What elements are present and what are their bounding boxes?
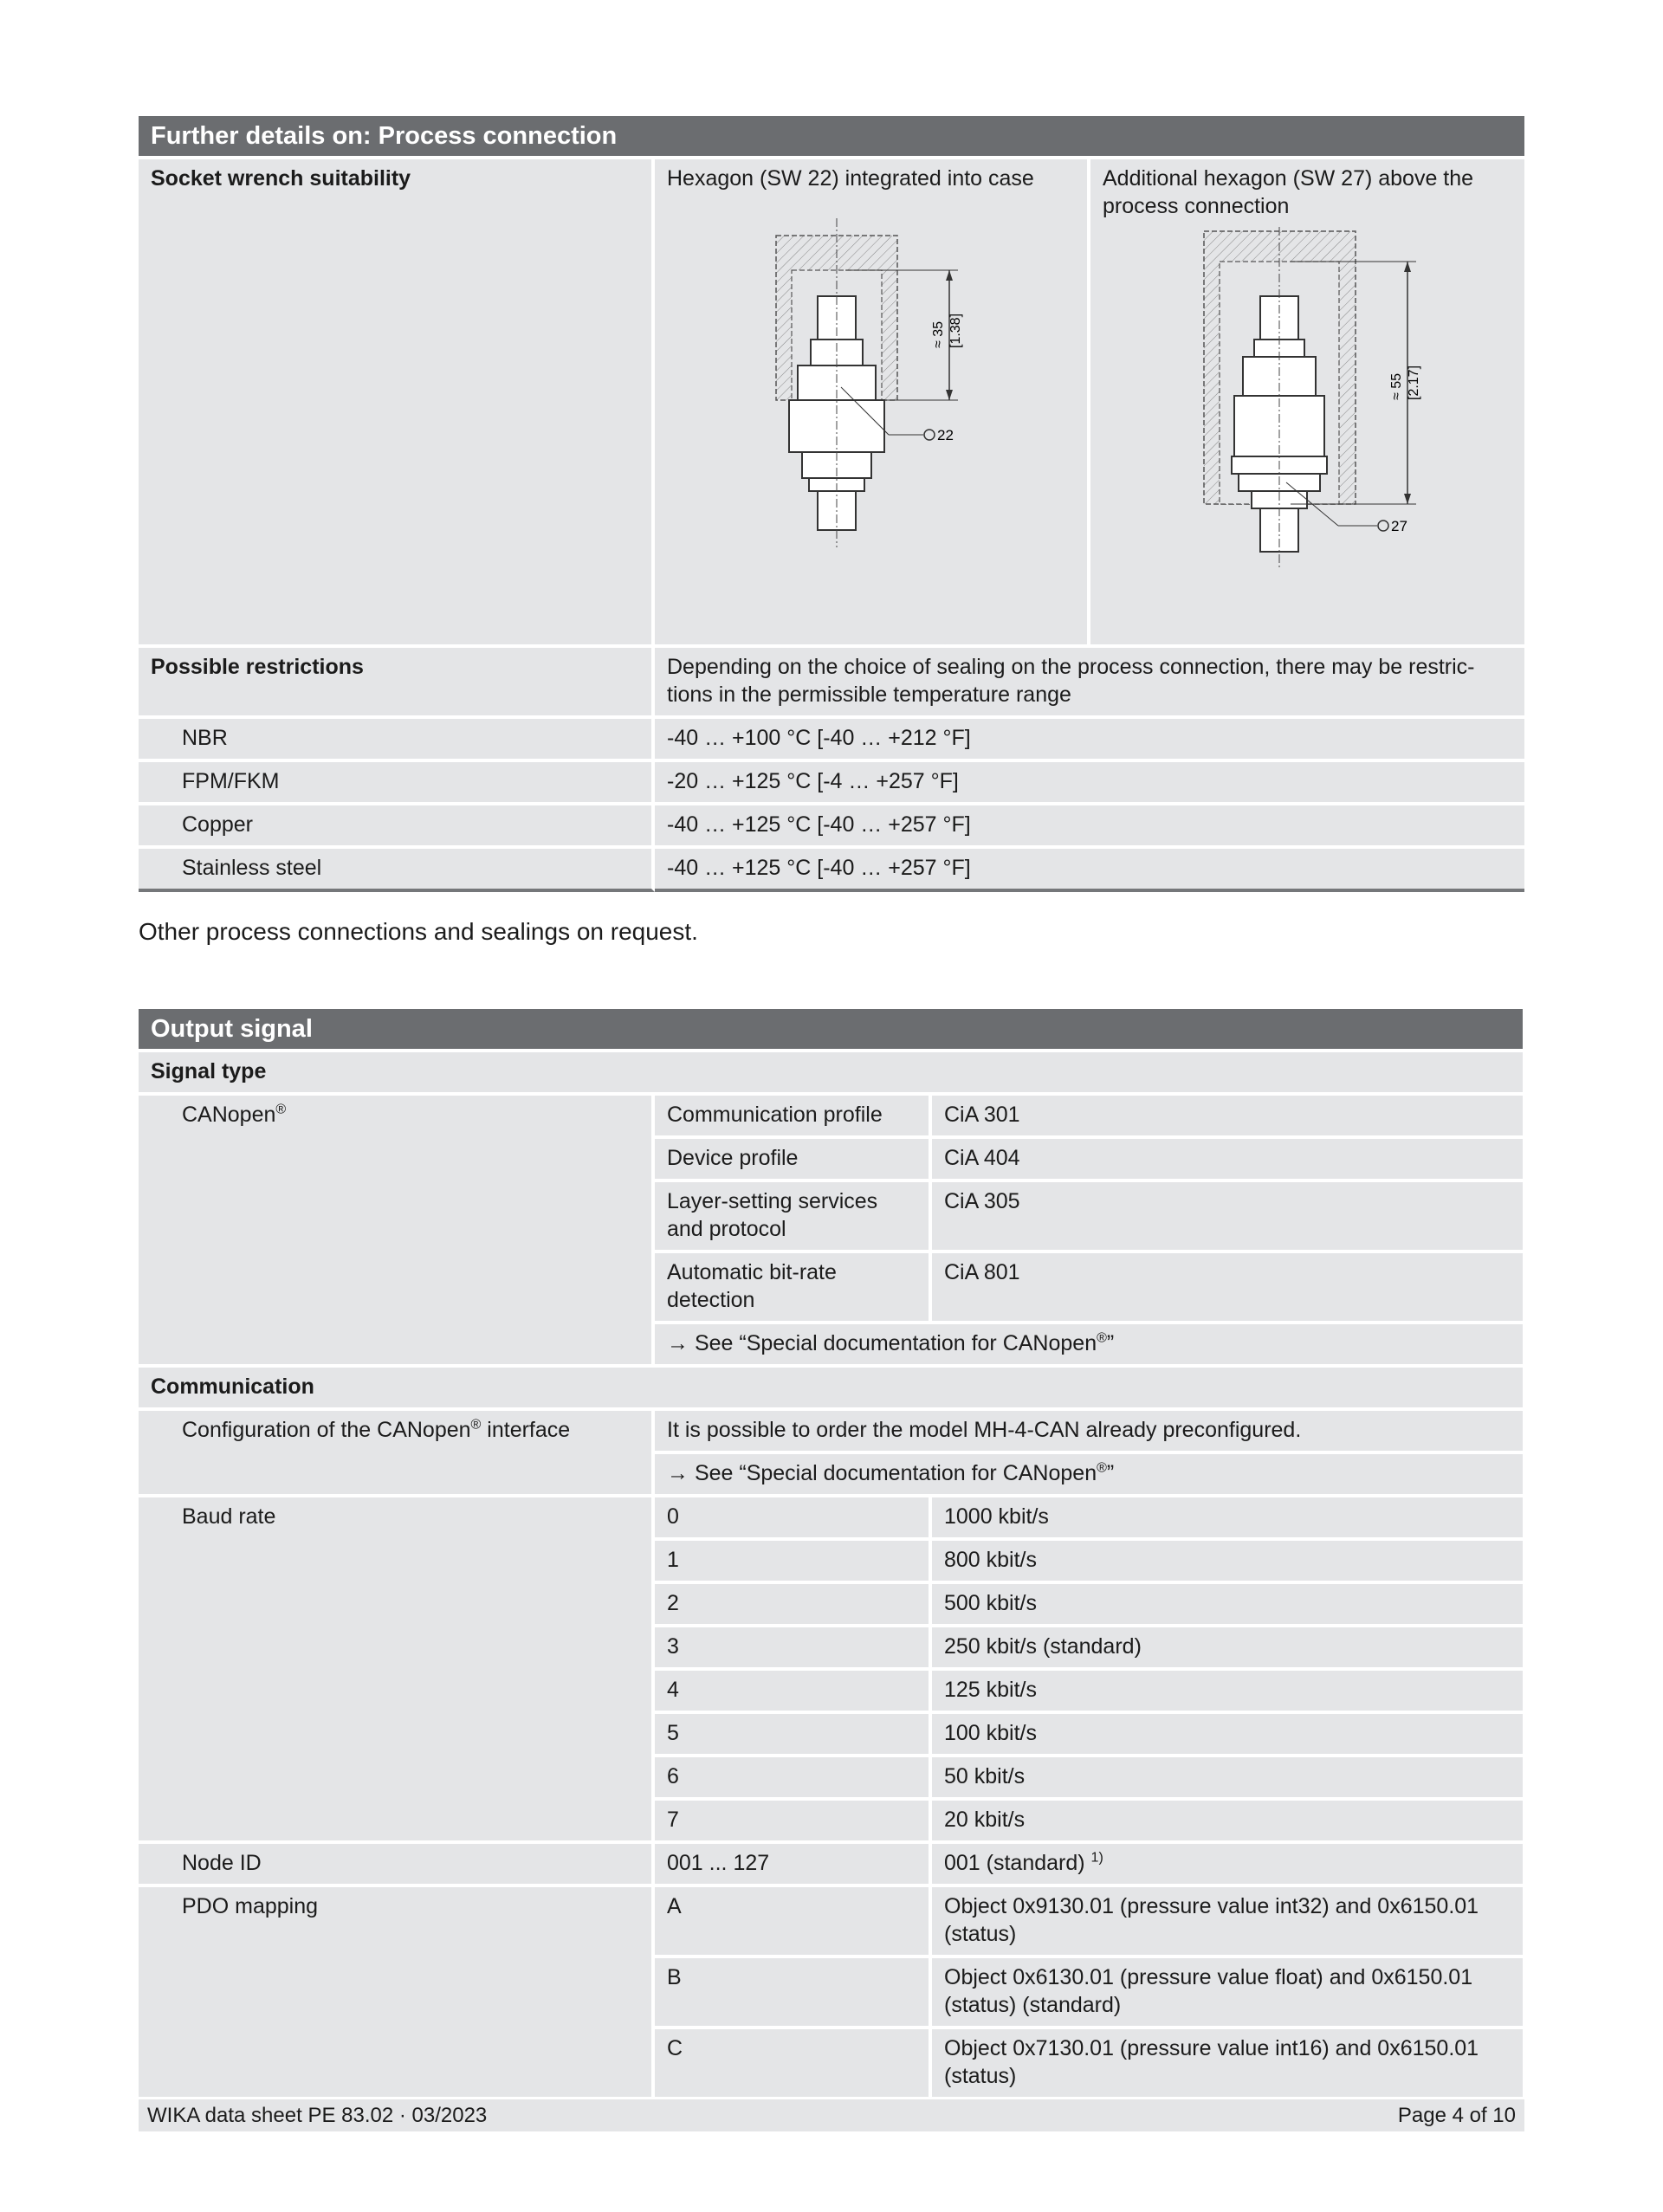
sw22-dim: ≈ 35 bbox=[930, 320, 946, 348]
baud-value: 20 kbit/s bbox=[932, 1801, 1523, 1844]
node-id-standard-text: 001 (standard) bbox=[944, 1851, 1091, 1875]
see-doc-quote: ” bbox=[1106, 1461, 1115, 1485]
registered-mark: ® bbox=[1097, 1330, 1107, 1346]
hexagon-sw27-cell bbox=[1090, 159, 1524, 648]
see-documentation-note bbox=[655, 1324, 1523, 1368]
baud-value: 800 kbit/s bbox=[932, 1541, 1523, 1584]
node-id-label: Node ID bbox=[139, 1844, 655, 1887]
seal-name: FPM/FKM bbox=[139, 762, 655, 805]
baud-key: 3 bbox=[655, 1627, 932, 1671]
sw27-dim-in: [2.17] bbox=[1406, 365, 1421, 400]
footer-page-number: Page 4 of 10 bbox=[1397, 2104, 1516, 2127]
profile-key: Automatic bit-rate detection bbox=[655, 1253, 932, 1324]
sw27-drawing bbox=[1178, 227, 1438, 591]
baud-value: 1000 kbit/s bbox=[932, 1497, 1523, 1541]
pdo-value: Object 0x7130.01 (pressure value int16) and 0x6150.01 (status) bbox=[932, 2029, 1523, 2100]
socket-wrench-label: Socket wrench suitability bbox=[139, 159, 655, 648]
baud-rate-label: Baud rate bbox=[139, 1497, 655, 1844]
baud-value: 100 kbit/s bbox=[932, 1714, 1523, 1757]
communication-label: Communication bbox=[139, 1368, 1523, 1411]
baud-value: 250 kbit/s (standard) bbox=[932, 1627, 1523, 1671]
output-signal-header: Output signal bbox=[139, 1009, 1523, 1052]
profile-key: Communication profile bbox=[655, 1096, 932, 1139]
see-doc-text: → See “Special documentation for CANopen bbox=[667, 1331, 1097, 1355]
profile-key: Device profile bbox=[655, 1139, 932, 1182]
sw27-wrench-size: 27 bbox=[1390, 518, 1407, 534]
canopen-label bbox=[139, 1096, 655, 1368]
config-label-b: interface bbox=[481, 1418, 571, 1442]
sw27-dim: ≈ 55 bbox=[1388, 372, 1404, 400]
hexagon-symbol-icon bbox=[1378, 521, 1388, 531]
baud-value: 125 kbit/s bbox=[932, 1671, 1523, 1714]
see-doc-text: → See “Special documentation for CANopen bbox=[667, 1461, 1097, 1485]
seal-name: Stainless steel bbox=[139, 849, 655, 892]
profile-value: CiA 801 bbox=[932, 1253, 1523, 1324]
signal-type-label: Signal type bbox=[139, 1052, 1523, 1096]
see-doc-quote: ” bbox=[1106, 1331, 1115, 1355]
baud-key: 0 bbox=[655, 1497, 932, 1541]
output-signal-table bbox=[139, 1009, 1523, 2100]
pdo-key: A bbox=[655, 1887, 932, 1958]
sw22-dim-in: [1.38] bbox=[948, 313, 963, 348]
node-id-standard bbox=[932, 1844, 1523, 1887]
baud-value: 50 kbit/s bbox=[932, 1757, 1523, 1801]
pdo-value: Object 0x6130.01 (pressure value float) and 0x6150.01 (status) (standard) bbox=[932, 1958, 1523, 2029]
baud-key: 5 bbox=[655, 1714, 932, 1757]
page-footer bbox=[139, 2099, 1524, 2131]
profile-value: CiA 305 bbox=[932, 1182, 1523, 1253]
hexagon-sw27-text: Additional hexagon (SW 27) above the process connection bbox=[1103, 166, 1474, 218]
hexagon-sw22-text: Hexagon (SW 22) integrated into case bbox=[667, 166, 1034, 191]
footer-document-id: WIKA data sheet PE 83.02 · 03/2023 bbox=[147, 2104, 488, 2127]
seal-range: -20 … +125 °C [-4 … +257 °F] bbox=[655, 762, 1524, 805]
hexagon-symbol-icon bbox=[924, 430, 935, 440]
node-id-range: 001 ... 127 bbox=[655, 1844, 932, 1887]
baud-key: 2 bbox=[655, 1584, 932, 1627]
seal-name: Copper bbox=[139, 805, 655, 849]
seal-range: -40 … +125 °C [-40 … +257 °F] bbox=[655, 805, 1524, 849]
seal-range: -40 … +125 °C [-40 … +257 °F] bbox=[655, 849, 1524, 892]
baud-value: 500 kbit/s bbox=[932, 1584, 1523, 1627]
canopen-text: CANopen bbox=[182, 1103, 276, 1127]
process-connection-table bbox=[139, 116, 1524, 892]
footnote-mark: 1) bbox=[1090, 1850, 1103, 1866]
registered-mark: ® bbox=[1097, 1460, 1107, 1476]
restrictions-text: Depending on the choice of sealing on the process connection, there may be restric-tions in the permissible temperature range bbox=[655, 648, 1524, 719]
process-connection-header: Further details on: Process connection bbox=[139, 116, 1524, 159]
config-text: It is possible to order the model MH-4-CAN already preconfigured. bbox=[655, 1411, 1523, 1454]
registered-mark: ® bbox=[275, 1102, 287, 1117]
profile-value: CiA 301 bbox=[932, 1096, 1523, 1139]
hexagon-sw22-cell bbox=[655, 159, 1090, 648]
registered-mark: ® bbox=[470, 1417, 482, 1433]
baud-key: 1 bbox=[655, 1541, 932, 1584]
baud-key: 7 bbox=[655, 1801, 932, 1844]
baud-key: 6 bbox=[655, 1757, 932, 1801]
sw22-drawing bbox=[741, 210, 1001, 573]
config-label bbox=[139, 1411, 655, 1497]
baud-key: 4 bbox=[655, 1671, 932, 1714]
seal-range: -40 … +100 °C [-40 … +212 °F] bbox=[655, 719, 1524, 762]
see-documentation-note bbox=[655, 1454, 1523, 1497]
pdo-mapping-label: PDO mapping bbox=[139, 1887, 655, 2100]
restrictions-label: Possible restrictions bbox=[139, 648, 655, 719]
note-text: Other process connections and sealings on request. bbox=[139, 918, 698, 945]
pdo-key: C bbox=[655, 2029, 932, 2100]
config-label-a: Configuration of the CANopen bbox=[182, 1418, 471, 1442]
profile-key: Layer-setting services and protocol bbox=[655, 1182, 932, 1253]
pdo-value: Object 0x9130.01 (pressure value int32) and 0x6150.01 (status) bbox=[932, 1887, 1523, 1958]
pdo-key: B bbox=[655, 1958, 932, 2029]
seal-name: NBR bbox=[139, 719, 655, 762]
sw22-wrench-size: 22 bbox=[936, 427, 954, 443]
profile-value: CiA 404 bbox=[932, 1139, 1523, 1182]
